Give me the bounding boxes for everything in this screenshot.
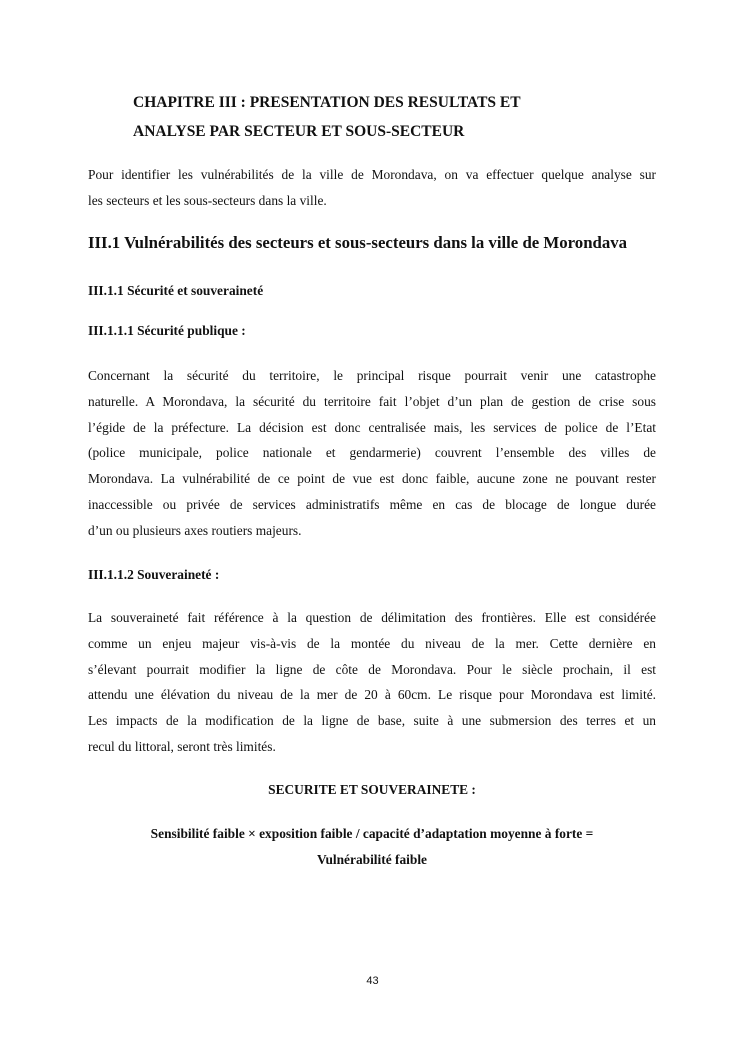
chapter-title-line-2: ANALYSE PAR SECTEUR ET SOUS-SECTEUR bbox=[133, 123, 465, 140]
souverainete-paragraph bbox=[88, 605, 656, 760]
intro-paragraph bbox=[88, 162, 656, 214]
securite-line: l’égide de la préfecture. La décision est donc centralisée mais, les services de police de l’Etat bbox=[88, 419, 656, 435]
page-number: 43 bbox=[366, 975, 379, 987]
securite-line: Morondava. La vulnérabilité de ce point de vue est donc faible, aucune zone ne pouvant rester bbox=[88, 471, 656, 487]
chapter-title-line-1: CHAPITRE III : PRESENTATION DES RESULTATS ET bbox=[133, 94, 521, 111]
securite-line: Concernant la sécurité du territoire, le principal risque pourrait venir une catastrophe bbox=[88, 368, 656, 383]
securite-line: d’un ou plusieurs axes routiers majeurs. bbox=[88, 522, 302, 538]
souverainete-line: attendu une élévation du niveau de la mer de 20 à 60cm. Le risque pour Morondava est limité. bbox=[88, 687, 656, 703]
section-heading: III.1 Vulnérabilités des secteurs et sous-secteurs dans la ville de Morondava bbox=[88, 233, 628, 252]
securite-line: (police municipale, police nationale et gendarmerie) couvrent l’ensemble des villes de bbox=[88, 445, 656, 461]
souverainete-line: Les impacts de la modification de la ligne de base, suite à une submersion des terres et un bbox=[88, 713, 656, 729]
intro-line: Pour identifier les vulnérabilités de la ville de Morondava, on va effectuer quelque analyse sur bbox=[88, 167, 656, 182]
subsection-heading: III.1.1 Sécurité et souveraineté bbox=[88, 283, 264, 298]
summary-result: Vulnérabilité faible bbox=[317, 852, 427, 867]
summary-title: SECURITE ET SOUVERAINETE : bbox=[268, 782, 476, 797]
souverainete-line: s’élevant pourrait modifier la ligne de côte de Morondava. Pour le siècle prochain, il est bbox=[88, 661, 656, 677]
souverainete-line: recul du littoral, seront très limités. bbox=[88, 738, 276, 754]
intro-line: les secteurs et les sous-secteurs dans la ville. bbox=[88, 192, 327, 208]
securite-line: naturelle. A Morondava, la sécurité du territoire fait l’objet d’un plan de gestion de crise sous bbox=[88, 393, 656, 409]
souverainete-line: La souveraineté fait référence à la question de délimitation des frontières. Elle est considérée bbox=[88, 610, 656, 625]
souverainete-line: comme un enjeu majeur vis-à-vis de la montée du niveau de la mer. Cette dernière en bbox=[88, 635, 656, 651]
subsubsection-heading-securite: III.1.1.1 Sécurité publique : bbox=[88, 323, 246, 338]
chapter-title bbox=[133, 88, 521, 146]
securite-paragraph bbox=[88, 363, 656, 544]
summary-formula: Sensibilité faible × exposition faible / capacité d’adaptation moyenne à forte = bbox=[150, 826, 594, 841]
securite-line: inaccessible ou privée de services administratifs même en cas de blocage de longue durée bbox=[88, 496, 656, 512]
subsubsection-heading-souverainete: III.1.1.2 Souveraineté : bbox=[88, 567, 220, 582]
